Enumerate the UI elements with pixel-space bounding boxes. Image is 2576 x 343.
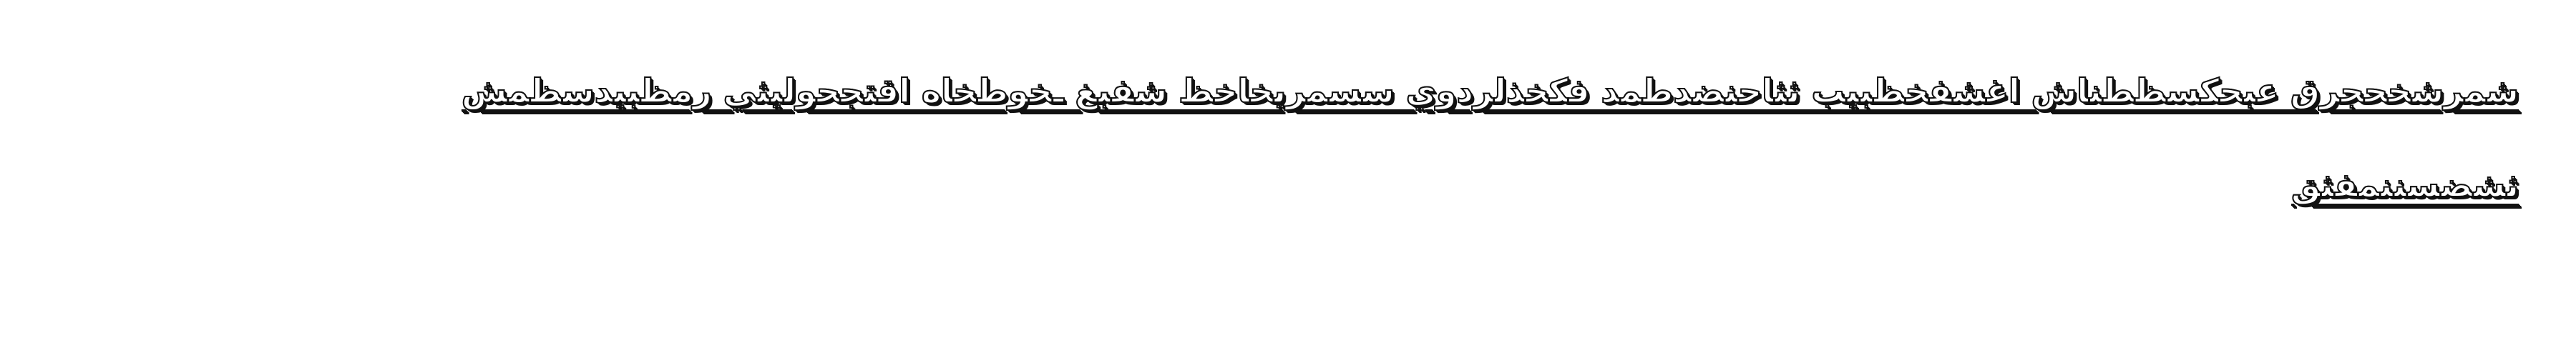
text-line-1: شمرشخحجرق عبحكسظطناش اغشفخظبيب ثثاحنضدطمد فكخذلردوي سسمريخاخظ شفبغ ـخوطخاه اقتجحوليثي رمظبيدسظمش xyxy=(461,71,2519,110)
text-line-2: ثشضسننمفثق xyxy=(2291,166,2519,204)
text-block xyxy=(157,71,2519,204)
